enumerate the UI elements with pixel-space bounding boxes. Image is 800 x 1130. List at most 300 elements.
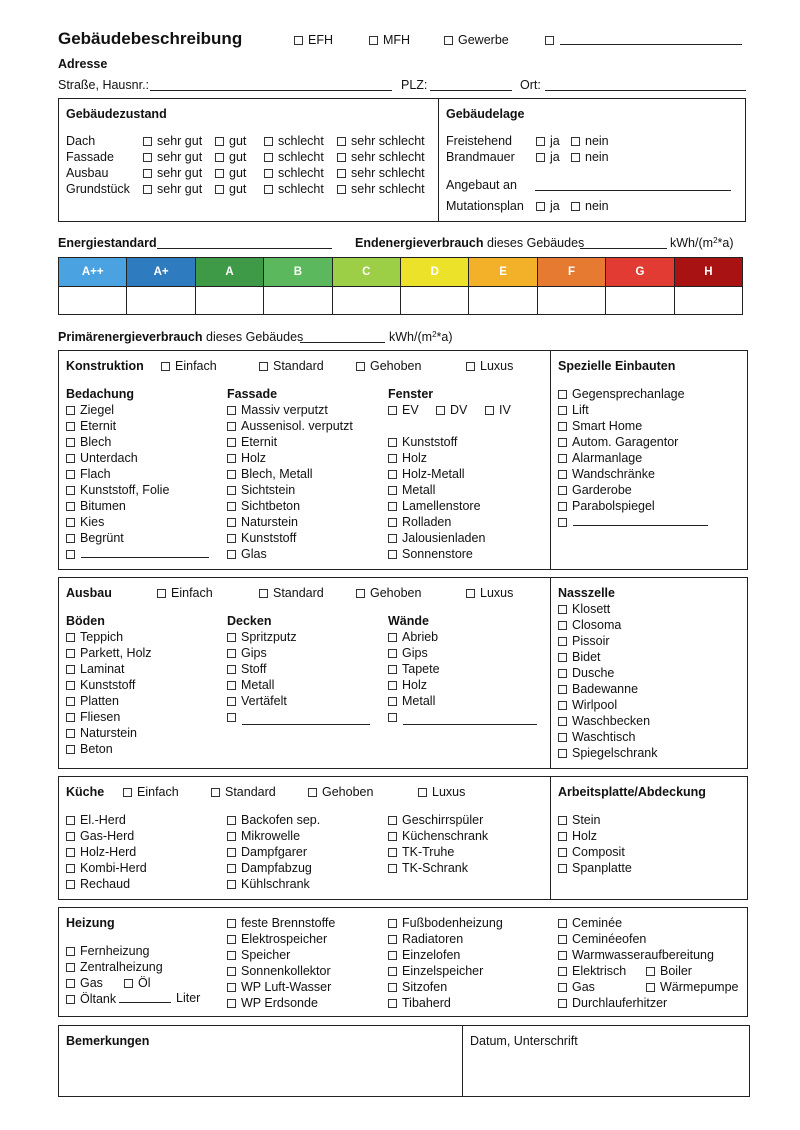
checkbox-option[interactable]: Warmwasseraufbereitung (558, 947, 739, 963)
checkbox-option[interactable]: Parkett, Holz (66, 645, 152, 661)
checkbox-icon[interactable] (259, 362, 268, 371)
checkbox-icon[interactable] (227, 486, 236, 495)
checkbox-option[interactable]: Aussenisol. verputzt (227, 418, 353, 434)
energy-class-input[interactable] (401, 287, 469, 315)
checkbox-icon[interactable] (66, 486, 75, 495)
checkbox-icon[interactable] (66, 438, 75, 447)
type-other-field[interactable] (560, 44, 742, 45)
checkbox-option[interactable]: Beton (66, 741, 152, 757)
checkbox-icon[interactable] (337, 137, 346, 146)
checkbox-icon[interactable] (227, 713, 236, 722)
checkbox-icon[interactable] (227, 681, 236, 690)
energy-class-input[interactable] (59, 287, 127, 315)
checkbox-option[interactable]: Fußbodenheizung (388, 915, 503, 931)
checkbox-icon[interactable] (388, 999, 397, 1008)
checkbox-icon[interactable] (227, 880, 236, 889)
checkbox-icon[interactable] (337, 153, 346, 162)
checkbox-icon[interactable] (369, 36, 378, 45)
checkbox-icon[interactable] (388, 967, 397, 976)
checkbox-option[interactable]: Küchenschrank (388, 828, 488, 844)
freistehend-nein[interactable]: nein (571, 134, 609, 148)
checkbox-icon[interactable] (227, 550, 236, 559)
endenergie-field[interactable] (580, 248, 667, 249)
checkbox-icon[interactable] (66, 697, 75, 706)
checkbox-icon[interactable] (558, 685, 567, 694)
checkbox-option[interactable]: Mikrowelle (227, 828, 320, 844)
energy-class-input[interactable] (333, 287, 401, 315)
checkbox-icon[interactable] (388, 518, 397, 527)
checkbox-icon[interactable] (388, 406, 397, 415)
mutationsplan-ja[interactable]: ja (536, 199, 560, 213)
checkbox-icon[interactable] (646, 967, 655, 976)
checkbox-option[interactable]: Holz (558, 828, 632, 844)
checkbox-option[interactable]: Fernheizung (66, 943, 163, 959)
checkbox-option[interactable]: Composit (558, 844, 632, 860)
checkbox-icon[interactable] (571, 153, 580, 162)
checkbox-option[interactable]: Boiler (646, 964, 692, 978)
checkbox-icon[interactable] (227, 454, 236, 463)
checkbox-option[interactable]: Geschirrspüler (388, 812, 488, 828)
waende-other-field[interactable] (403, 724, 537, 725)
checkbox-icon[interactable] (545, 36, 554, 45)
checkbox-icon[interactable] (66, 454, 75, 463)
checkbox-icon[interactable] (66, 422, 75, 431)
checkbox-icon[interactable] (558, 390, 567, 399)
checkbox-option[interactable]: Stein (558, 812, 632, 828)
checkbox-icon[interactable] (227, 832, 236, 841)
checkbox-option[interactable]: Wirlpool (558, 697, 657, 713)
checkbox-icon[interactable] (227, 649, 236, 658)
checkbox-option[interactable]: WP Erdsonde (227, 995, 335, 1011)
checkbox-option[interactable]: Wärmepumpe (646, 980, 739, 994)
checkbox-option[interactable]: EV (388, 402, 436, 418)
checkbox-option[interactable]: Waschtisch (558, 729, 657, 745)
checkbox-option[interactable]: Zentralheizung (66, 959, 163, 975)
mutationsplan-nein[interactable]: nein (571, 199, 609, 213)
checkbox-option[interactable]: sehr schlecht (337, 165, 425, 181)
checkbox-option[interactable]: Jalousienladen (388, 530, 511, 546)
brandmauer-nein[interactable]: nein (571, 150, 609, 164)
checkbox-option[interactable]: Kunststoff, Folie (66, 482, 169, 498)
checkbox-icon[interactable] (466, 589, 475, 598)
checkbox-option[interactable]: Ceminée (558, 915, 739, 931)
checkbox-option[interactable]: Naturstein (227, 514, 353, 530)
checkbox-icon[interactable] (558, 470, 567, 479)
checkbox-option[interactable]: schlecht (264, 181, 324, 197)
checkbox-option[interactable]: Badewanne (558, 681, 657, 697)
einbauten-other-field[interactable] (573, 525, 708, 526)
checkbox-icon[interactable] (227, 935, 236, 944)
checkbox-icon[interactable] (66, 649, 75, 658)
checkbox-icon[interactable] (388, 681, 397, 690)
checkbox-icon[interactable] (388, 919, 397, 928)
ausbau-level-gehoben[interactable]: Gehoben (356, 586, 421, 600)
checkbox-option-other[interactable] (66, 546, 169, 562)
checkbox-icon[interactable] (356, 362, 365, 371)
checkbox-option[interactable]: Klosett (558, 601, 657, 617)
checkbox-option[interactable]: Elektrisch (558, 963, 646, 979)
checkbox-option[interactable]: Durchlauferhitzer (558, 995, 739, 1011)
checkbox-icon[interactable] (388, 486, 397, 495)
checkbox-option[interactable]: Kunststoff (227, 530, 353, 546)
checkbox-icon[interactable] (558, 816, 567, 825)
checkbox-icon[interactable] (388, 470, 397, 479)
checkbox-icon[interactable] (558, 832, 567, 841)
checkbox-icon[interactable] (558, 701, 567, 710)
checkbox-icon[interactable] (536, 153, 545, 162)
checkbox-icon[interactable] (143, 169, 152, 178)
checkbox-icon[interactable] (558, 999, 567, 1008)
checkbox-option[interactable]: schlecht (264, 133, 324, 149)
checkbox-icon[interactable] (558, 864, 567, 873)
checkbox-icon[interactable] (143, 153, 152, 162)
energy-class-input[interactable] (538, 287, 606, 315)
checkbox-option[interactable]: gut (215, 165, 246, 181)
checkbox-option[interactable]: Smart Home (558, 418, 685, 434)
checkbox-icon[interactable] (388, 502, 397, 511)
checkbox-icon[interactable] (558, 967, 567, 976)
primaerenergie-field[interactable] (300, 342, 385, 343)
checkbox-icon[interactable] (558, 669, 567, 678)
checkbox-icon[interactable] (558, 717, 567, 726)
checkbox-option[interactable]: sehr gut (143, 149, 202, 165)
checkbox-icon[interactable] (66, 502, 75, 511)
checkbox-icon[interactable] (66, 848, 75, 857)
energy-class-input[interactable] (196, 287, 264, 315)
plz-field[interactable] (430, 90, 512, 91)
checkbox-icon[interactable] (227, 633, 236, 642)
checkbox-icon[interactable] (388, 649, 397, 658)
checkbox-icon[interactable] (161, 362, 170, 371)
checkbox-icon[interactable] (66, 979, 75, 988)
checkbox-option[interactable]: Metall (388, 693, 440, 709)
checkbox-option[interactable]: feste Brennstoffe (227, 915, 335, 931)
checkbox-icon[interactable] (388, 935, 397, 944)
checkbox-option-other[interactable] (227, 709, 297, 725)
checkbox-option[interactable]: Rechaud (66, 876, 147, 892)
ort-field[interactable] (545, 90, 746, 91)
checkbox-option[interactable]: Tapete (388, 661, 440, 677)
checkbox-icon[interactable] (388, 697, 397, 706)
checkbox-option[interactable]: El.-Herd (66, 812, 147, 828)
checkbox-option[interactable]: Elektrospeicher (227, 931, 335, 947)
checkbox-icon[interactable] (211, 788, 220, 797)
checkbox-icon[interactable] (227, 665, 236, 674)
checkbox-icon[interactable] (388, 848, 397, 857)
checkbox-icon[interactable] (294, 36, 303, 45)
checkbox-icon[interactable] (558, 406, 567, 415)
checkbox-icon[interactable] (66, 816, 75, 825)
checkbox-icon[interactable] (436, 406, 445, 415)
checkbox-icon[interactable] (227, 534, 236, 543)
checkbox-icon[interactable] (66, 406, 75, 415)
checkbox-icon[interactable] (485, 406, 494, 415)
energiestandard-field[interactable] (157, 248, 332, 249)
checkbox-icon[interactable] (558, 919, 567, 928)
checkbox-icon[interactable] (227, 697, 236, 706)
checkbox-option[interactable]: Stoff (227, 661, 297, 677)
checkbox-icon[interactable] (558, 502, 567, 511)
checkbox-option[interactable]: Spiegelschrank (558, 745, 657, 761)
checkbox-option[interactable]: Sonnenstore (388, 546, 511, 562)
checkbox-option[interactable]: Einzelofen (388, 947, 503, 963)
checkbox-option[interactable]: Einzelspeicher (388, 963, 503, 979)
checkbox-option[interactable]: gut (215, 181, 246, 197)
checkbox-option[interactable]: Fliesen (66, 709, 152, 725)
checkbox-option[interactable]: Unterdach (66, 450, 169, 466)
checkbox-icon[interactable] (388, 633, 397, 642)
checkbox-option[interactable]: Vertäfelt (227, 693, 297, 709)
checkbox-option[interactable]: Kühlschrank (227, 876, 320, 892)
konstruktion-level-luxus[interactable]: Luxus (466, 359, 513, 373)
checkbox-option[interactable]: Holz (227, 450, 353, 466)
checkbox-option[interactable]: Kies (66, 514, 169, 530)
checkbox-icon[interactable] (388, 983, 397, 992)
checkbox-icon[interactable] (536, 137, 545, 146)
checkbox-icon[interactable] (259, 589, 268, 598)
oeltank-row[interactable]: Öltank (66, 991, 163, 1007)
checkbox-icon[interactable] (558, 749, 567, 758)
checkbox-option[interactable]: Kunststoff (388, 434, 511, 450)
energy-class-input[interactable] (675, 287, 742, 315)
checkbox-option[interactable]: Sitzofen (388, 979, 503, 995)
checkbox-icon[interactable] (558, 935, 567, 944)
checkbox-option[interactable]: gut (215, 133, 246, 149)
checkbox-option[interactable]: schlecht (264, 149, 324, 165)
checkbox-option[interactable]: Glas (227, 546, 353, 562)
checkbox-icon[interactable] (215, 185, 224, 194)
checkbox-icon[interactable] (66, 681, 75, 690)
checkbox-option[interactable]: Gips (227, 645, 297, 661)
checkbox-icon[interactable] (264, 153, 273, 162)
checkbox-icon[interactable] (388, 550, 397, 559)
checkbox-icon[interactable] (227, 470, 236, 479)
checkbox-option[interactable]: TK-Truhe (388, 844, 488, 860)
energy-class-input[interactable] (264, 287, 332, 315)
checkbox-option-other[interactable] (558, 514, 685, 530)
checkbox-option[interactable]: Sichtbeton (227, 498, 353, 514)
decken-other-field[interactable] (242, 724, 370, 725)
brandmauer-ja[interactable]: ja (536, 150, 560, 164)
checkbox-icon[interactable] (388, 832, 397, 841)
checkbox-icon[interactable] (66, 947, 75, 956)
checkbox-icon[interactable] (558, 637, 567, 646)
checkbox-option[interactable]: Ziegel (66, 402, 169, 418)
freistehend-ja[interactable]: ja (536, 134, 560, 148)
bedachung-other-field[interactable] (81, 557, 209, 558)
checkbox-option[interactable]: Eternit (66, 418, 169, 434)
checkbox-option[interactable]: Holz (388, 450, 511, 466)
checkbox-icon[interactable] (227, 502, 236, 511)
checkbox-icon[interactable] (264, 169, 273, 178)
checkbox-icon[interactable] (227, 951, 236, 960)
checkbox-option[interactable]: sehr gut (143, 181, 202, 197)
checkbox-option[interactable]: Eternit (227, 434, 353, 450)
checkbox-option[interactable]: Öl (124, 976, 151, 990)
checkbox-icon[interactable] (444, 36, 453, 45)
checkbox-icon[interactable] (558, 438, 567, 447)
checkbox-option[interactable]: Alarmanlage (558, 450, 685, 466)
checkbox-option[interactable]: Massiv verputzt (227, 402, 353, 418)
checkbox-option[interactable]: Holz (388, 677, 440, 693)
bemerkungen-field[interactable] (64, 1052, 456, 1092)
checkbox-icon[interactable] (571, 137, 580, 146)
checkbox-option[interactable]: sehr schlecht (337, 181, 425, 197)
checkbox-option[interactable]: Bidet (558, 649, 657, 665)
checkbox-option[interactable]: Flach (66, 466, 169, 482)
energy-class-input[interactable] (469, 287, 537, 315)
kueche-level-luxus[interactable]: Luxus (418, 785, 465, 799)
checkbox-icon[interactable] (66, 550, 75, 559)
checkbox-icon[interactable] (356, 589, 365, 598)
checkbox-icon[interactable] (66, 880, 75, 889)
checkbox-option[interactable]: Kombi-Herd (66, 860, 147, 876)
checkbox-icon[interactable] (558, 486, 567, 495)
checkbox-icon[interactable] (123, 788, 132, 797)
checkbox-option[interactable]: Gas (66, 975, 124, 991)
checkbox-option[interactable]: Gas (558, 979, 646, 995)
checkbox-icon[interactable] (558, 621, 567, 630)
checkbox-icon[interactable] (227, 999, 236, 1008)
type-option-other[interactable] (545, 33, 559, 47)
checkbox-icon[interactable] (66, 864, 75, 873)
checkbox-option[interactable]: Kunststoff (66, 677, 152, 693)
checkbox-icon[interactable] (308, 788, 317, 797)
energy-class-input[interactable] (127, 287, 195, 315)
checkbox-option[interactable]: Naturstein (66, 725, 152, 741)
checkbox-option[interactable]: Abrieb (388, 629, 440, 645)
checkbox-option[interactable]: Gips (388, 645, 440, 661)
checkbox-icon[interactable] (388, 864, 397, 873)
checkbox-icon[interactable] (388, 534, 397, 543)
checkbox-icon[interactable] (558, 518, 567, 527)
checkbox-icon[interactable] (388, 665, 397, 674)
checkbox-option[interactable]: Gas-Herd (66, 828, 147, 844)
checkbox-option[interactable]: Sonnenkollektor (227, 963, 335, 979)
checkbox-option-other[interactable] (388, 709, 440, 725)
oeltank-liter-field[interactable] (119, 1002, 171, 1003)
checkbox-icon[interactable] (337, 185, 346, 194)
checkbox-icon[interactable] (66, 963, 75, 972)
checkbox-option[interactable]: Rolladen (388, 514, 511, 530)
checkbox-icon[interactable] (227, 983, 236, 992)
checkbox-option[interactable]: Holz-Herd (66, 844, 147, 860)
checkbox-option[interactable]: sehr schlecht (337, 149, 425, 165)
checkbox-icon[interactable] (558, 422, 567, 431)
checkbox-icon[interactable] (66, 633, 75, 642)
checkbox-icon[interactable] (466, 362, 475, 371)
checkbox-option[interactable]: Pissoir (558, 633, 657, 649)
checkbox-icon[interactable] (264, 185, 273, 194)
checkbox-option[interactable]: sehr schlecht (337, 133, 425, 149)
checkbox-icon[interactable] (388, 454, 397, 463)
checkbox-icon[interactable] (227, 406, 236, 415)
checkbox-option[interactable]: DV (436, 402, 485, 418)
checkbox-option[interactable]: Lamellenstore (388, 498, 511, 514)
checkbox-icon[interactable] (646, 983, 655, 992)
checkbox-option[interactable]: Radiatoren (388, 931, 503, 947)
checkbox-icon[interactable] (227, 967, 236, 976)
checkbox-icon[interactable] (337, 169, 346, 178)
checkbox-option[interactable]: Holz-Metall (388, 466, 511, 482)
checkbox-icon[interactable] (66, 832, 75, 841)
ausbau-level-einfach[interactable]: Einfach (157, 586, 213, 600)
checkbox-icon[interactable] (418, 788, 427, 797)
checkbox-icon[interactable] (264, 137, 273, 146)
type-option-mfh[interactable]: MFH (369, 33, 410, 47)
checkbox-icon[interactable] (215, 153, 224, 162)
checkbox-option[interactable]: Dampfabzug (227, 860, 320, 876)
checkbox-icon[interactable] (558, 454, 567, 463)
checkbox-icon[interactable] (124, 979, 133, 988)
checkbox-icon[interactable] (66, 470, 75, 479)
checkbox-option[interactable]: sehr gut (143, 133, 202, 149)
checkbox-icon[interactable] (388, 713, 397, 722)
checkbox-option[interactable]: Backofen sep. (227, 812, 320, 828)
checkbox-option[interactable]: Lift (558, 402, 685, 418)
checkbox-icon[interactable] (227, 518, 236, 527)
konstruktion-level-gehoben[interactable]: Gehoben (356, 359, 421, 373)
checkbox-option[interactable]: sehr gut (143, 165, 202, 181)
checkbox-icon[interactable] (227, 438, 236, 447)
checkbox-option[interactable]: Platten (66, 693, 152, 709)
checkbox-option[interactable]: Autom. Garagentor (558, 434, 685, 450)
checkbox-option[interactable]: Metall (227, 677, 297, 693)
checkbox-icon[interactable] (558, 983, 567, 992)
konstruktion-level-standard[interactable]: Standard (259, 359, 324, 373)
checkbox-icon[interactable] (571, 202, 580, 211)
checkbox-option[interactable]: Blech, Metall (227, 466, 353, 482)
checkbox-option[interactable]: IV (485, 403, 511, 417)
checkbox-option[interactable]: Ceminéeofen (558, 931, 739, 947)
checkbox-icon[interactable] (66, 518, 75, 527)
checkbox-icon[interactable] (227, 848, 236, 857)
checkbox-option[interactable]: Gegensprechanlage (558, 386, 685, 402)
type-option-gewerbe[interactable]: Gewerbe (444, 33, 509, 47)
kueche-level-einfach[interactable]: Einfach (123, 785, 179, 799)
checkbox-option[interactable]: Spanplatte (558, 860, 632, 876)
checkbox-option[interactable]: Spritzputz (227, 629, 297, 645)
checkbox-option[interactable]: Garderobe (558, 482, 685, 498)
checkbox-option[interactable]: Dampfgarer (227, 844, 320, 860)
checkbox-icon[interactable] (66, 745, 75, 754)
checkbox-icon[interactable] (66, 534, 75, 543)
checkbox-icon[interactable] (66, 729, 75, 738)
checkbox-option[interactable]: Wandschränke (558, 466, 685, 482)
checkbox-icon[interactable] (558, 848, 567, 857)
checkbox-option[interactable]: Laminat (66, 661, 152, 677)
signature-field[interactable] (468, 1052, 744, 1092)
checkbox-option[interactable]: Metall (388, 482, 511, 498)
checkbox-icon[interactable] (66, 713, 75, 722)
checkbox-option[interactable]: TK-Schrank (388, 860, 488, 876)
checkbox-option[interactable]: Waschbecken (558, 713, 657, 729)
checkbox-option[interactable]: Parabolspiegel (558, 498, 685, 514)
checkbox-icon[interactable] (388, 816, 397, 825)
checkbox-icon[interactable] (143, 137, 152, 146)
street-field[interactable] (150, 90, 392, 91)
angebaut-field[interactable] (535, 190, 731, 191)
checkbox-icon[interactable] (388, 951, 397, 960)
checkbox-icon[interactable] (157, 589, 166, 598)
checkbox-option[interactable]: gut (215, 149, 246, 165)
checkbox-option[interactable]: WP Luft-Wasser (227, 979, 335, 995)
energy-class-input[interactable] (606, 287, 674, 315)
konstruktion-level-einfach[interactable]: Einfach (161, 359, 217, 373)
checkbox-icon[interactable] (227, 422, 236, 431)
checkbox-icon[interactable] (227, 864, 236, 873)
checkbox-icon[interactable] (66, 995, 75, 1004)
